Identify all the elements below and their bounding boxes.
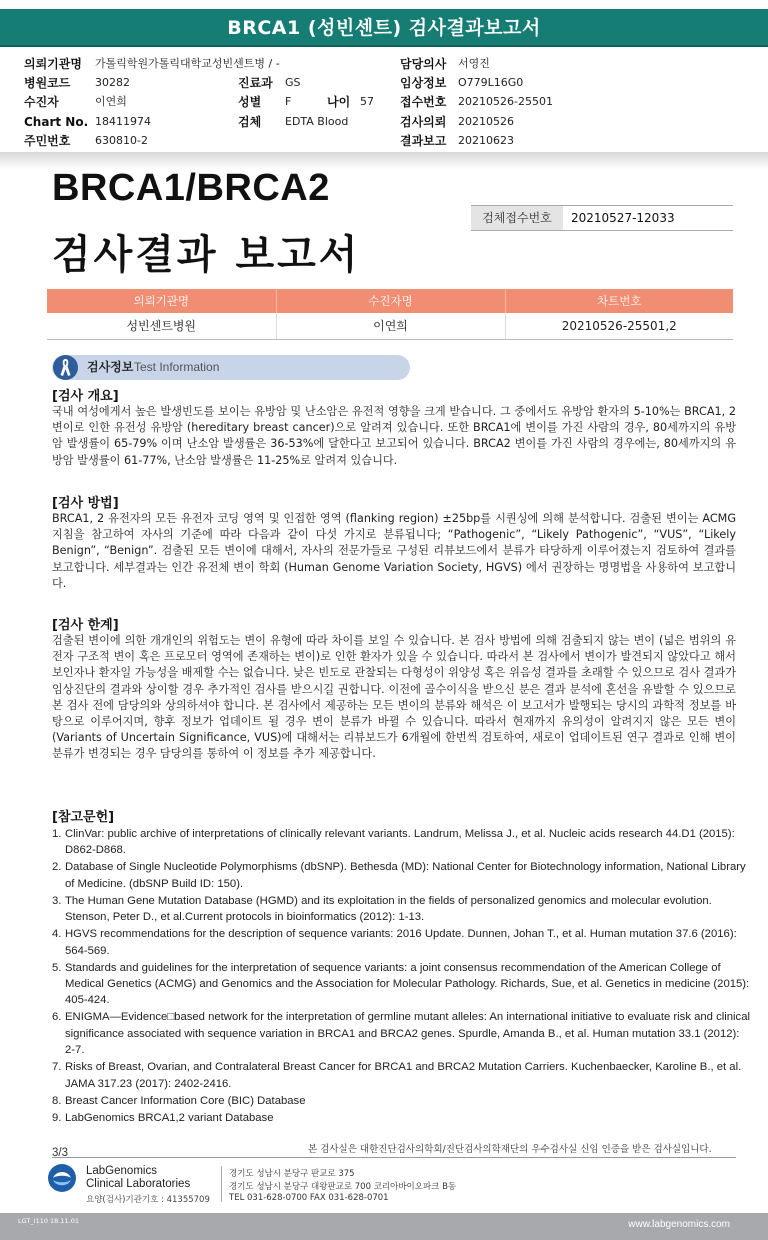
list-item: 9. LabGenomics BRCA1,2 variant Database — [52, 1111, 274, 1124]
test-info-section-header — [52, 355, 410, 380]
list-item: 1. ClinVar: public archive of interpretations of clinically relevant variants. Landrum, Melissa J., et al. Nucleic acids research 44.D1 (2015): D862-D868. — [52, 828, 735, 857]
footer-bar — [0, 1213, 768, 1240]
references-heading: [참고문헌] — [52, 810, 115, 825]
list-item: 8. Breast Cancer Information Core (BIC) Database — [52, 1094, 306, 1107]
patient-label: 수진자 — [24, 95, 59, 109]
list-item: 5. Standards and guidelines for the interpretation of sequence variants: a joint consensus recommendation of the American College of Medical Genetics (ACMG) and Genomics and the Association for Molecular Pathology. Richards, Sue, et al. Genetics in medicine (2015): 405-424. — [52, 961, 750, 1007]
method-text: BRCA1, 2 유전자의 모든 유전자 코딩 영역 및 인접한 영역 (flanking region) ±25bp를 시퀀싱에 의해 분석합니다. 검출된 변이는 ACMG 지침을 참고하여 자사의 기준에 따라 다음과 같이 다섯 가지로 분류됩니다; “Pathogenic”, “Likely Pathogenic”, “VUS”, “Likely Benign”, “Benign”. 검출된 모든 변이에 대해서, 자사의 전문가들로 구성된 리뷰보드에서 분류가 타당하게 이루어졌는지 검토하여 결과를 보고합니다. 세부결과는 인간 유전체 변이 학회 (Human Genome Variation Society, HGVS) 에서 권장하는 명명법을 사용하여 보고합니다. — [52, 512, 736, 590]
report-header-title: BRCA1 (성빈센트) 검사결과보고서 — [0, 9, 768, 47]
table-cell-chart: 20210526-25501,2 — [505, 313, 733, 339]
company-registration: 요양(검사)기관기호 : 41355709 — [86, 1195, 210, 1205]
chart-no-value: 18411974 — [95, 115, 151, 128]
accession-label: 접수번호 — [400, 95, 447, 109]
method-heading: [검사 방법] — [52, 496, 119, 511]
overview-heading: [검사 개요] — [52, 389, 119, 404]
address-line-2: 경기도 성남시 분당구 대왕판교로 700 코리아바이오파크 B동 — [229, 1182, 457, 1192]
hospital-code-label: 병원코드 — [24, 76, 71, 90]
labgenomics-logo-icon — [47, 1163, 77, 1193]
doctor-value: 서영진 — [458, 57, 490, 70]
page-number: 3/3 — [52, 1147, 68, 1159]
clinical-info-label: 임상정보 — [400, 76, 447, 90]
table-header-row — [47, 289, 733, 313]
receipt-number-value: 20210527-12033 — [571, 211, 675, 225]
clinical-info-value: O779L16G0 — [458, 76, 524, 89]
list-item: 6. ENIGMA—Evidence□based network for the interpretation of germline mutant alleles: An international initiative to evaluate risk and clinical significance associated with sequence variation in BRCA1 and BRCA2 genes. Spurdle, Amanda B., et al. Human mutation 33.1 (2012): 2-7. — [52, 1011, 750, 1057]
references-list — [52, 826, 752, 1127]
chart-no-label: Chart No. — [24, 115, 89, 129]
department-value: GS — [285, 76, 301, 89]
limits-heading: [검사 한계] — [52, 618, 119, 633]
receipt-number-box — [471, 205, 733, 231]
website-link[interactable]: www.labgenomics.com — [628, 1219, 730, 1230]
table-header-patient: 수진자명 — [276, 289, 505, 313]
patient-value: 이연희 — [95, 95, 127, 108]
test-info-title: 검사정보 — [87, 360, 134, 374]
overview-text: 국내 여성에게서 높은 발생빈도를 보이는 유방암 및 난소암은 유전적 영향을 크게 받습니다. 그 중에서도 유방암 환자의 5-10%는 BRCA1, 2 변이로 인한 유전성 유방암 (hereditary breast cancer)으로 알려져 있습니다. 또한 BRCA1에 변이를 가진 사람의 경우, 80세까지의 유방암 발생률이 65-79% 이며 난소암 발생률은 36-53%에 달한다고 보고되어 있습니다. BRCA2 변이를 가진 사람의 경우에는, 80세까지의 유방암 발생률이 61-77%, 난소암 발생률은 11-25%로 알려져 있습니다. — [52, 405, 736, 467]
hospital-code-value: 30282 — [95, 76, 130, 89]
form-code: LGT_I110 18.11.01 — [18, 1217, 79, 1225]
list-item: 3. The Human Gene Mutation Database (HGMD) and its exploitation in the fields of personalized genomics and molecular evolution. Stenson, Peter D., et al.Current protocols in bioinformatics (2012): 1-13. — [52, 894, 712, 924]
list-item: 7. Risks of Breast, Ovarian, and Contralateral Breast Cancer for BRCA1 and BRCA2 Mutation Carriers. Kuchenbaecker, Karoline B., et al. JAMA 317.23 (2017): 2402-2416. — [52, 1061, 742, 1090]
request-date-label: 검사의뢰 — [400, 115, 447, 129]
certification-note: 본 검사실은 대한진단검사의학회/진단검사의학재단의 우수검사실 신임 인증을 받은 검사실입니다. — [308, 1144, 712, 1155]
age-value: 57 — [360, 95, 374, 108]
sex-value: F — [285, 95, 292, 108]
footer-vertical-divider — [221, 1166, 222, 1202]
awareness-ribbon-icon — [53, 355, 78, 380]
institution-value: 가톨릭학원가톨릭대학교성빈센트병 / - — [95, 57, 280, 70]
list-item: 4. HGVS recommendations for the description of sequence variants: 2016 Update. Dunnen, Johan T., et al. Human mutation 37.6 (2016): 564-569. — [52, 928, 737, 957]
table-header-chart: 차트번호 — [505, 289, 733, 313]
patient-meta-block — [0, 54, 768, 154]
report-title-korean: 검사결과 보고서 — [52, 232, 361, 278]
sex-label: 성별 — [238, 95, 262, 109]
doctor-label: 담당의사 — [400, 57, 447, 71]
company-name: LabGenomics — [86, 1165, 157, 1177]
contact-phone: TEL 031-628-0700 FAX 031-628-0701 — [229, 1193, 389, 1203]
table-row — [47, 313, 733, 339]
patient-summary-table — [47, 289, 733, 340]
resident-no-value: 630810-2 — [95, 134, 148, 147]
accession-value: 20210526-25501 — [458, 95, 553, 108]
report-title-genes: BRCA1/BRCA2 — [52, 167, 330, 209]
report-date-value: 20210623 — [458, 134, 514, 147]
company-division: Clinical Laboratories — [86, 1178, 191, 1190]
institution-label: 의뢰기관명 — [24, 57, 82, 71]
resident-no-label: 주민번호 — [24, 134, 71, 148]
address-line-1: 경기도 성남시 분당구 판교로 375 — [229, 1169, 355, 1179]
specimen-label: 검체 — [238, 115, 262, 129]
receipt-number-label: 검체접수번호 — [471, 206, 563, 230]
list-item: 2. Database of Single Nucleotide Polymorphisms (dbSNP). Bethesda (MD): National Center for Biotechnology information, National Library of Medicine. (dbSNP Build ID: 150). — [52, 861, 746, 890]
specimen-value: EDTA Blood — [285, 115, 349, 128]
table-cell-institution: 성빈센트병원 — [47, 313, 276, 339]
request-date-value: 20210526 — [458, 115, 514, 128]
table-header-institution: 의뢰기관명 — [47, 289, 276, 313]
footer-divider — [52, 1157, 736, 1158]
table-cell-patient: 이연희 — [276, 313, 505, 339]
department-label: 진료과 — [238, 76, 273, 90]
age-label: 나이 — [327, 95, 351, 109]
limits-text: 검출된 변이에 의한 개개인의 위험도는 변이 유형에 따라 차이를 보일 수 있습니다. 본 검사 방법에 의해 검출되지 않는 변이 (넓은 범위의 유전자 구조적 변이 혹은 프로모터 영역에 존재하는 변이)로 인한 환자가 있을 수 있습니다. 따라서 본 검사에서 변이가 발견되지 않았다고 해서 보인자나 환자일 가능성을 배제할 수는 없습니다. 낮은 빈도로 관찰되는 다형성이 위양성 혹은 위음성 결과를 초래할 수 있으므로 검사 결과가 임상진단의 결과와 상이할 경우 추가적인 검사를 받으시길 권합니다. 이전에 골수이식을 받으신 분은 결과 분석에 혼선을 유발할 수 있으므로 본 검사 전에 담당의와 상의하셔야 합니다. 본 검사에서 제공하는 모든 변이의 분류와 해석은 이 보고서가 발행되는 당시의 과학적 정보를 바탕으로 이루어지며, 향후 정보가 업데이트 될 경우 변이 분류가 바뀔 수 있습니다. 따라서 현재까지 유의성이 알려지지 않은 모든 변이 (Variants of Uncertain Significance, VUS)에 대해서는 리뷰보드가 6개월에 한번씩 검토하여, 새로이 업데이트된 연구 결과로 인해 변이 분류가 변경되는 경우 담당의를 통하여 이 정보를 추가 제공합니다. — [52, 634, 736, 761]
report-date-label: 결과보고 — [400, 134, 447, 148]
test-info-subtitle: Test Information — [134, 360, 220, 374]
